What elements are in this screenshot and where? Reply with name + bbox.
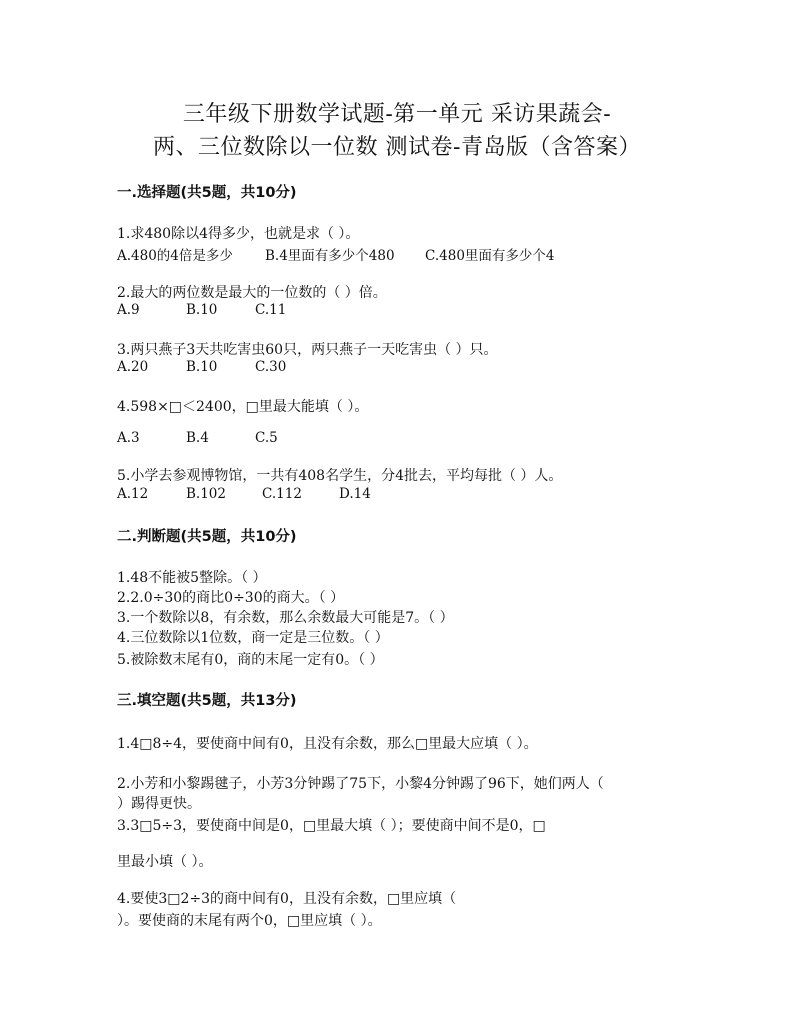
s3-q4-line1: 4.要使3□2÷3的商中间有0，且没有余数，□里应填（ — [117, 891, 457, 907]
s1-q5-text: 5.小学去参观博物馆，一共有408名学生，分4批去，平均每批（ ）人。 — [117, 468, 563, 484]
s1-q1-option-c: C.480里面有多少个4 — [425, 248, 555, 264]
s3-q4-line2: ）。要使商的末尾有两个0，□里应填（ ）。 — [117, 913, 382, 929]
s1-q1-option-a: A.480的4倍是多少 — [117, 248, 233, 264]
section2-heading: 二.判断题(共5题，共10分) — [117, 529, 297, 545]
s2-item-5: 5.被除数末尾有0，商的末尾一定有0。（ ） — [117, 652, 384, 668]
s2-item-2: 2.2.0÷30的商比0÷30的商大。（ ） — [117, 590, 345, 606]
s1-q4-option-b: B.4 — [186, 430, 209, 446]
s3-q3-line1: 3.3□5÷3，要使商中间是0，□里最大填（ ）；要使商中间不是0，□ — [117, 818, 546, 834]
s3-q2-line2: ）踢得更快。 — [117, 796, 201, 812]
s1-q5-option-d: D.14 — [339, 486, 371, 502]
s1-q3-option-a: A.20 — [117, 359, 149, 375]
s2-item-4: 4.三位数除以1位数，商一定是三位数。（ ） — [117, 630, 389, 646]
document-title-line2: 两、三位数除以一位数 测试卷-青岛版（含答案） — [153, 135, 641, 160]
s1-q1-option-b: B.4里面有多少个480 — [265, 248, 395, 264]
s1-q4-option-a: A.3 — [117, 430, 140, 446]
s1-q3-text: 3.两只燕子3天共吃害虫60只，两只燕子一天吃害虫（ ）只。 — [117, 342, 498, 358]
s2-item-1: 1.48不能被5整除。（ ） — [117, 570, 267, 586]
s1-q2-option-a: A.9 — [117, 302, 140, 318]
s1-q3-option-b: B.10 — [186, 359, 218, 375]
s1-q4-option-c: C.5 — [255, 430, 278, 446]
s1-q2-text: 2.最大的两位数是最大的一位数的（ ）倍。 — [117, 285, 387, 301]
s3-q1: 1.4□8÷4，要使商中间有0，且没有余数，那么□里最大应填（ ）。 — [117, 736, 538, 752]
section3-heading: 三.填空题(共5题，共13分) — [117, 693, 297, 709]
s2-item-3: 3.一个数除以8，有余数，那么余数最大可能是7。（ ） — [117, 610, 454, 626]
s1-q5-option-b: B.102 — [186, 486, 226, 502]
s1-q1-text: 1.求480除以4得多少，也就是求（ ）。 — [117, 226, 360, 242]
s1-q2-option-c: C.11 — [255, 302, 287, 318]
s1-q3-option-c: C.30 — [255, 359, 287, 375]
s1-q5-option-c: C.112 — [262, 486, 302, 502]
s3-q2-line1: 2.小芳和小黎踢毽子，小芳3分钟踢了75下，小黎4分钟踢了96下，她们两人（ — [117, 776, 604, 792]
s1-q4-text: 4.598×□＜2400，□里最大能填（ ）。 — [117, 399, 369, 415]
s3-q3-line2: 里最小填（ ）。 — [117, 854, 213, 870]
document-title-line1: 三年级下册数学试题-第一单元 采访果蔬会- — [182, 102, 612, 127]
section1-heading: 一.选择题(共5题，共10分) — [117, 185, 297, 201]
s1-q5-option-a: A.12 — [117, 486, 149, 502]
s1-q2-option-b: B.10 — [186, 302, 218, 318]
